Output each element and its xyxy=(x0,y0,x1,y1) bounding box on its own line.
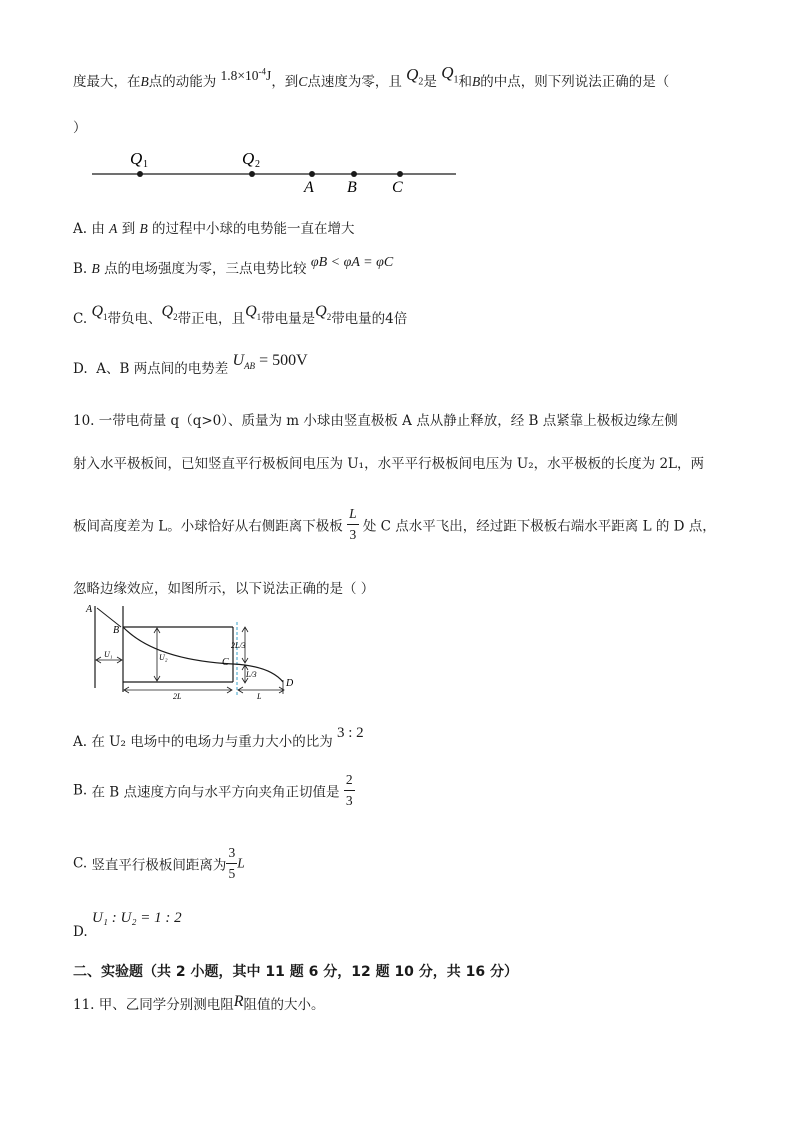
q9-option-d[interactable]: D. A、B 两点间的电势差 $U_{AB} = 500V$ xyxy=(73,352,308,377)
q11-line: 11. 甲、乙同学分别测电阻R阻值的大小。 xyxy=(73,993,325,1013)
q2-symbol: $Q_2$ xyxy=(406,65,424,88)
fig-label-d: D xyxy=(286,678,294,689)
section-heading: 二、实验题（共 2 小题，其中 11 题 6 分，12 题 10 分，共 16 分） xyxy=(73,964,519,980)
label-c: C xyxy=(392,179,403,196)
label-q2: Q xyxy=(242,149,255,168)
u-ratio-formula: U₁ : U₂ = 1 : 2 xyxy=(91,910,182,926)
ke-value: $1.8\times 10^{-4}J$ xyxy=(220,66,272,83)
q9-option-b[interactable]: B. B 点的电场强度为零，三点电势比较 φB < φA = φC xyxy=(73,255,394,277)
fig-label-l3: L/3 xyxy=(246,670,257,679)
point-q1 xyxy=(137,171,143,177)
q10-option-c[interactable]: C. 竖直平行极板间距离为 $\frac{3}{5}$ L xyxy=(73,843,245,884)
fig-label-b: B xyxy=(113,625,120,636)
fig-label-u2: U₂ xyxy=(159,653,168,662)
fig-label-u1: U₁ xyxy=(104,650,113,659)
point-b xyxy=(351,171,357,177)
q1-symbol: $Q_1$ xyxy=(245,303,262,323)
q9-intro-line: 度最大，在B点的动能为 $1.8\times 10^{-4}J$，到C点速度为零，且 $Q_2$是 $Q_1$和B的中点，则下列说法正确的是（ xyxy=(73,63,670,90)
q10-option-a[interactable]: A. 在 U₂ 电场中的电场力与重力大小的比为 3 : 2 xyxy=(73,725,364,750)
fig-label-2l3: 2L/3 xyxy=(231,641,246,650)
voltage-formula: $U_{AB} = 500V$ xyxy=(232,352,308,372)
q1-symbol: $Q_1$ xyxy=(441,63,459,86)
ratio-formula: 3 : 2 xyxy=(337,725,364,741)
q10-option-b[interactable]: B. 在 B 点速度方向与水平方向夹角正切值是 $\frac{2}{3}$ xyxy=(73,770,355,811)
fig-label-l: L xyxy=(257,692,262,700)
charge-line-figure xyxy=(88,142,463,197)
potential-formula: φB < φA = φC xyxy=(310,255,394,270)
q9-option-c[interactable]: C. $Q_1$带负电、$Q_2$带正电，且$Q_1$带电量是$Q_2$带电量的4倍 xyxy=(73,303,408,327)
q9-paren-close: ） xyxy=(73,120,87,136)
fraction-l-over-3: $\frac{L}{3}$ xyxy=(349,506,357,542)
q10-line-2: 射入水平极板间，已知竖直平行极板间电压为 U₁，水平平行极板间电压为 U₂，水平极板的长度为 2L，两 xyxy=(73,456,705,472)
q1-symbol: $Q_1$ xyxy=(91,303,108,323)
fig-label-a: A xyxy=(86,604,93,615)
point-q2 xyxy=(249,171,255,177)
trajectory-curve xyxy=(123,627,283,682)
q10-option-d[interactable]: D. U₁ : U₂ = 1 : 2 xyxy=(73,910,182,940)
fraction-3-over-5: $\frac{3}{5}$ xyxy=(228,845,236,881)
label-q1-sub: 1 xyxy=(143,159,148,170)
label-q1: Q xyxy=(130,149,143,168)
label-a: A xyxy=(304,179,314,196)
fraction-2-over-3: $\frac{2}{3}$ xyxy=(345,772,353,808)
label-q2-sub: 2 xyxy=(255,159,260,170)
q9-option-a[interactable]: A. 由 A 到 B 的过程中小球的电势能一直在增大 xyxy=(73,221,355,237)
point-a xyxy=(309,171,315,177)
q2-symbol: $Q_2$ xyxy=(315,303,332,323)
fig-label-c: C xyxy=(222,657,229,668)
fig-label-2l: 2L xyxy=(173,692,182,700)
q10-line-1: 10. 一带电荷量 q（q>0）、质量为 m 小球由竖直极板 A 点从静止释放，经 B 点紧靠上极板边缘左侧 xyxy=(73,413,678,429)
point-c xyxy=(397,171,403,177)
q10-line-3: 板间高度差为 L。小球恰好从右侧距离下极板 $\frac{L}{3}$ 处 C 点水平飞出，经过距下极板右端水平距离 L 的 D 点， xyxy=(73,504,716,545)
q2-symbol: $Q_2$ xyxy=(161,303,178,323)
plate-diagram xyxy=(85,600,300,700)
label-b: B xyxy=(347,179,357,196)
q10-line-4: 忽略边缘效应，如图所示，以下说法正确的是（ ） xyxy=(73,581,375,597)
